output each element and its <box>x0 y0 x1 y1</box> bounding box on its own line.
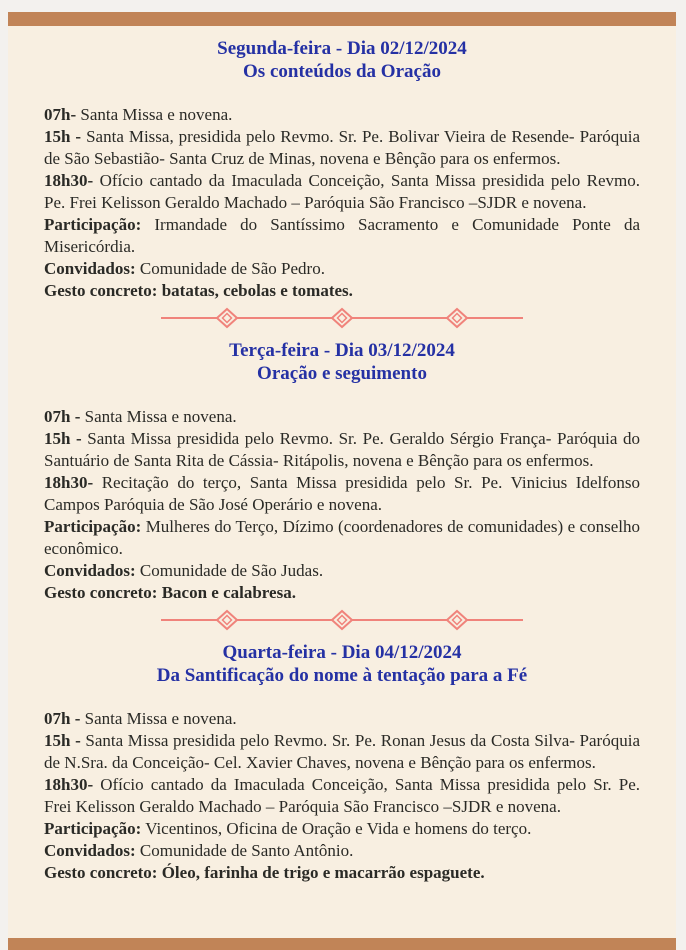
entry-label: 15h - <box>44 127 82 146</box>
entry-label: 18h30- <box>44 171 94 190</box>
entry-label: Participação: <box>44 215 142 234</box>
entry-text: Comunidade de São Pedro. <box>135 259 325 278</box>
entry-label: Convidados: <box>44 259 136 278</box>
entry-text: batatas, cebolas e tomates. <box>157 281 353 300</box>
schedule-entry <box>44 774 640 818</box>
section-day-title: Quarta-feira - Dia 04/12/2024 <box>222 642 462 663</box>
entry-label: Participação: <box>44 517 142 536</box>
entry-label: 15h - <box>44 731 81 750</box>
entry-label: 07h - <box>44 407 81 426</box>
entry-label: 15h - <box>44 429 82 448</box>
entry-label: Convidados: <box>44 561 136 580</box>
entry-text: Recitação do terço, Santa Missa presidida pelo Sr. Pe. Vinicius Idelfonso Campos Paróquia de São José Operário e novena. <box>44 473 640 514</box>
section-theme-title: Oração e seguimento <box>257 363 427 384</box>
entry-text: Vicentinos, Oficina de Oração e Vida e homens do terço. <box>141 819 532 838</box>
document-sheet <box>8 12 676 950</box>
schedule-entry <box>44 708 640 730</box>
schedule-entry <box>44 258 640 280</box>
schedule-entry <box>44 214 640 258</box>
entry-text: Santa Missa e novena. <box>80 709 237 728</box>
entry-label: Gesto concreto: <box>44 583 158 602</box>
entry-text: Mulheres do Terço, Dízimo (coordenadores de comunidades) e conselho econômico. <box>44 517 640 558</box>
entry-label: 07h- <box>44 105 77 124</box>
schedule-entry <box>44 862 640 884</box>
diamond-knot-divider <box>44 307 640 329</box>
entry-text: Santa Missa presidida pelo Revmo. Sr. Pe. Ronan Jesus da Costa Silva- Paróquia de N.Sra. da Conceição- Cel. Xavier Chaves, novena e Bênção para os enfermos. <box>44 731 640 772</box>
entry-text: Santa Missa, presidida pelo Revmo. Sr. Pe. Bolivar Vieira de Resende- Paróquia de São Sebastião- Santa Cruz de Minas, novena e Bênção para os enfermos. <box>44 127 640 168</box>
section-theme-title: Da Santificação do nome à tentação para a Fé <box>156 665 528 686</box>
schedule-entry <box>44 516 640 560</box>
entry-label: 07h - <box>44 709 81 728</box>
entry-text: Santa Missa e novena. <box>80 407 237 426</box>
top-accent-bar <box>8 12 676 26</box>
section-day-title: Terça-feira - Dia 03/12/2024 <box>229 340 455 361</box>
entry-label: Convidados: <box>44 841 136 860</box>
schedule-entry <box>44 126 640 170</box>
entry-text: Comunidade de Santo Antônio. <box>135 841 354 860</box>
section-day-title: Segunda-feira - Dia 02/12/2024 <box>217 38 467 59</box>
entry-text: Ofício cantado da Imaculada Conceição, Santa Missa presidida pelo Sr. Pe. Frei Kelisson Geraldo Machado – Paróquia São Francisco –SJDR e novena. <box>44 775 640 816</box>
schedule-entry <box>44 730 640 774</box>
section-theme-title: Os conteúdos da Oração <box>243 61 441 82</box>
schedule-entry <box>44 280 640 302</box>
entry-label: 18h30- <box>44 775 94 794</box>
entry-text: Óleo, farinha de trigo e macarrão espaguete. <box>157 863 485 882</box>
schedule-entry <box>44 818 640 840</box>
entry-text: Comunidade de São Judas. <box>135 561 324 580</box>
schedule-entry <box>44 428 640 472</box>
entry-label: 18h30- <box>44 473 94 492</box>
entry-text: Ofício cantado da Imaculada Conceição, Santa Missa presidida pelo Revmo. Pe. Frei Kelisson Geraldo Machado – Paróquia São Francisco –SJDR e novena. <box>44 171 640 212</box>
entry-label: Gesto concreto: <box>44 863 158 882</box>
schedule-entry <box>44 104 640 126</box>
diamond-knot-divider <box>44 609 640 631</box>
entry-text: Irmandade do Santíssimo Sacramento e Comunidade Ponte da Misericórdia. <box>44 215 640 256</box>
bottom-accent-bar <box>8 938 676 950</box>
entry-label: Gesto concreto: <box>44 281 158 300</box>
entry-text: Santa Missa e novena. <box>76 105 233 124</box>
schedule-entry <box>44 170 640 214</box>
entry-text: Santa Missa presidida pelo Revmo. Sr. Pe. Geraldo Sérgio França- Paróquia do Santuário de Santa Rita de Cássia- Ritápolis, novena e Bênção para os enfermos. <box>44 429 640 470</box>
schedule-entry <box>44 840 640 862</box>
entry-label: Participação: <box>44 819 142 838</box>
document-body <box>8 26 676 938</box>
schedule-entry <box>44 582 640 604</box>
entry-text: Bacon e calabresa. <box>157 583 296 602</box>
schedule-entry <box>44 560 640 582</box>
schedule-entry <box>44 406 640 428</box>
schedule-entry <box>44 472 640 516</box>
